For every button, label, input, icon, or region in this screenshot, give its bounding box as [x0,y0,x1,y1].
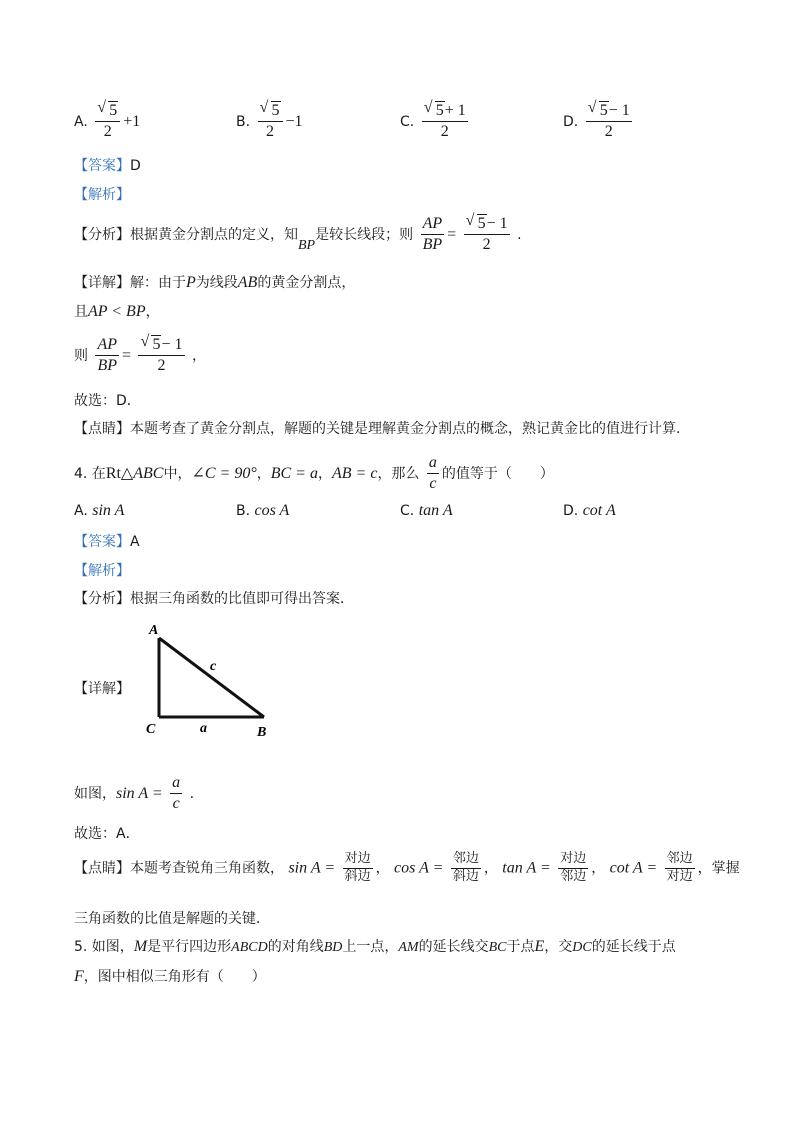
q4-option-d [563,502,616,520]
xiangjie-text: 解：由于 [130,275,186,291]
math-abcd: ABCD [231,940,268,955]
dianjing-text: 本题考查了黄金分割点，解题的关键是理解黄金分割点的概念，熟记黄金比的值进行计算． [130,421,690,437]
answer-tag: 【答案】 [74,534,130,550]
fraction: √ 5 2 [95,102,120,142]
fraction [451,852,481,885]
dianjing-text: ，掌握 [697,860,740,877]
math-sin: sin A = [116,784,163,802]
fraction [343,852,373,885]
math-cot: cot A = [609,859,658,877]
numerator: a [427,454,439,474]
option-c [400,99,471,142]
math-cos: cos A = [394,859,444,877]
numerator: AP [421,215,445,235]
q4-text: 的值等于（ ） [441,465,554,482]
fraction: √ 5− 1 2 [140,333,183,375]
comma: ， [591,860,606,877]
choice-text: 故选：D． [74,393,141,409]
side-ab [159,638,264,717]
numerator: 邻边 [665,852,695,869]
fraction [421,215,445,255]
fenxi-tag: 【分析】 [74,591,130,607]
fenxi-text: 根据三角函数的比值即可得出答案． [130,591,354,607]
dianjing-tag: 【点睛】 [74,421,130,437]
option-value: tan A [418,502,453,519]
option-value: sin A [92,502,125,519]
q4-option-c [400,502,453,520]
numerator-tail: − 1 [608,102,630,119]
radicand: 5 [152,336,161,353]
math-rt: Rt△ [105,464,134,482]
q4-option-a [74,502,124,520]
denominator: 斜边 [452,868,479,884]
math-p: P [186,274,196,291]
xiangjie-tag: 【详解】 [74,681,130,697]
fenxi-line [74,212,522,255]
xiangjie-line [74,272,355,292]
q4-text: 中， [163,465,192,482]
equals: = [122,346,132,364]
sin-line [74,774,194,814]
comma: ， [191,347,206,364]
option-label: A. [74,503,88,519]
denominator: 2 [157,357,166,375]
fraction [558,852,588,885]
xiangjie-text: 的黄金分割点， [257,275,356,291]
analysis-heading [74,184,130,204]
ratio-line [74,333,206,376]
math-bd: BD [323,940,343,955]
fenxi-text: 是较长线段；则 [315,226,414,243]
option-label: D. [563,503,579,519]
q4-choice-line [74,823,140,843]
denominator: 2 [482,236,491,254]
math-ab: AB = c [331,464,378,482]
fraction: √ 5+ 1 2 [423,99,466,141]
math-ab: AB [237,274,258,291]
option-label: B. [236,503,251,519]
math-e: E [534,938,545,955]
triangle-figure [140,618,280,744]
comma: ， [375,860,390,877]
period: . [189,785,195,802]
question-5-line2 [74,966,266,986]
qie-text: 且 [74,304,88,320]
numerator-tail: + 1 [444,102,466,119]
q5-text: 的对角线 [267,939,324,955]
dianjing-line [74,418,690,438]
denominator: 2 [266,123,275,141]
math-bc: BC [488,940,507,955]
q5-text: 于点 [506,939,535,955]
option-label: A. [74,113,88,130]
vertex-b-label: B [257,725,267,740]
option-a-tail: +1 [123,112,141,130]
vertex-c-label: C [146,722,156,737]
analysis-tag: 【解析】 [74,563,130,579]
math-sin: sin A = [288,859,336,877]
fraction [95,336,119,376]
denominator: 斜边 [344,868,371,884]
numerator: a [170,774,182,794]
comma: ， [483,860,498,877]
option-d [563,99,635,142]
q4-dianjing-line2 [74,908,270,928]
denominator: BP [97,357,117,375]
xiangjie-tag: 【详解】 [74,275,130,291]
q4-analysis-heading [74,560,130,580]
q4-xiangjie-tag [74,678,130,698]
condition-line [74,301,160,321]
dianjing-text: 三角函数的比值是解题的关键． [74,911,270,927]
q5-text: 的延长线于点 [591,939,676,955]
analysis-tag: 【解析】 [74,187,130,203]
q4-option-b [236,502,289,520]
numerator-tail: − 1 [161,336,183,353]
numerator: 对边 [558,852,588,869]
option-label: D. [563,113,579,130]
vertex-a-label: A [149,623,159,638]
side-c-label: c [210,659,217,674]
fraction [170,774,182,814]
q5-text: 是平行四边形 [147,939,232,955]
math-angle: ∠C = 90° [191,464,257,482]
fenxi-tag: 【分析】 [74,226,130,243]
q4-answer-line [74,531,140,551]
math-inequality: AP < BP [88,303,146,320]
side-a-label: a [200,721,207,736]
math-m: M [133,938,148,955]
radicand: 5 [271,102,280,119]
numerator: AP [95,336,119,356]
period: . [517,226,522,243]
xiangjie-text: 为线段 [195,275,238,291]
math-bp: BP [298,237,316,253]
numerator-tail: − 1 [486,215,508,232]
choice-line [74,390,141,410]
numerator: 对边 [343,852,373,869]
denominator: c [172,795,180,813]
option-value: cot A [582,502,616,519]
q4-text: ，那么 [377,465,420,482]
denominator: c [429,475,437,493]
comma: ， [256,465,271,482]
option-label: C. [400,503,415,519]
equals: = [447,225,457,243]
denominator: 2 [103,123,112,141]
q5-text: 上一点， [342,939,399,955]
radicand: 5 [599,102,608,119]
numerator: 邻边 [451,852,481,869]
fraction: √ 5− 1 2 [587,99,630,141]
dianjing-text: 本题考查锐角三角函数， [130,860,284,877]
denominator: 2 [440,123,449,141]
question-5 [74,936,676,956]
answer-value: D [130,158,141,174]
comma: ， [145,304,160,320]
math-f: F [74,968,84,985]
option-label: B. [236,113,251,130]
dianjing-tag: 【点睛】 [74,860,130,877]
rutu-text: 如图， [74,785,116,802]
math-bc: BC = a [270,464,318,482]
math-tan: tan A = [502,859,551,877]
fraction: √ 5− 1 2 [465,212,508,254]
denominator: BP [422,236,443,254]
q5-text: 的延长线交 [418,939,489,955]
answer-line [74,155,141,175]
fraction [665,852,695,885]
q4-fenxi-line [74,588,354,608]
question-number: 5. 如图， [74,939,134,955]
answer-tag: 【答案】 [74,158,130,174]
comma: ， [317,465,332,482]
choice-text: 故选：A． [74,826,140,842]
denominator: 邻边 [560,868,587,884]
denominator: 对边 [666,868,693,884]
fraction: √ 5 2 [258,102,283,142]
option-a [74,99,141,142]
q4-dianjing-line [74,852,740,885]
math-dc: DC [572,940,592,955]
denominator: 2 [604,123,613,141]
radicand: 5 [477,215,486,232]
question-4 [74,454,554,494]
question-number: 4. 在 [74,465,106,482]
answer-value: A [130,534,140,550]
option-b-tail: −1 [285,112,303,130]
math-am: AM [398,940,419,955]
option-label: C. [400,113,415,130]
q5-text: ，图中相似三角形有（ ） [83,969,266,985]
option-value: cos A [254,502,290,519]
fraction [427,454,439,494]
option-b [236,99,303,142]
math-abc: ABC [133,464,164,482]
fenxi-text: 根据黄金分割点的定义，知 [130,226,298,243]
q5-text: ，交 [544,939,573,955]
ze-text: 则 [74,347,88,364]
radicand: 5 [109,102,118,119]
radicand: 5 [435,102,444,119]
